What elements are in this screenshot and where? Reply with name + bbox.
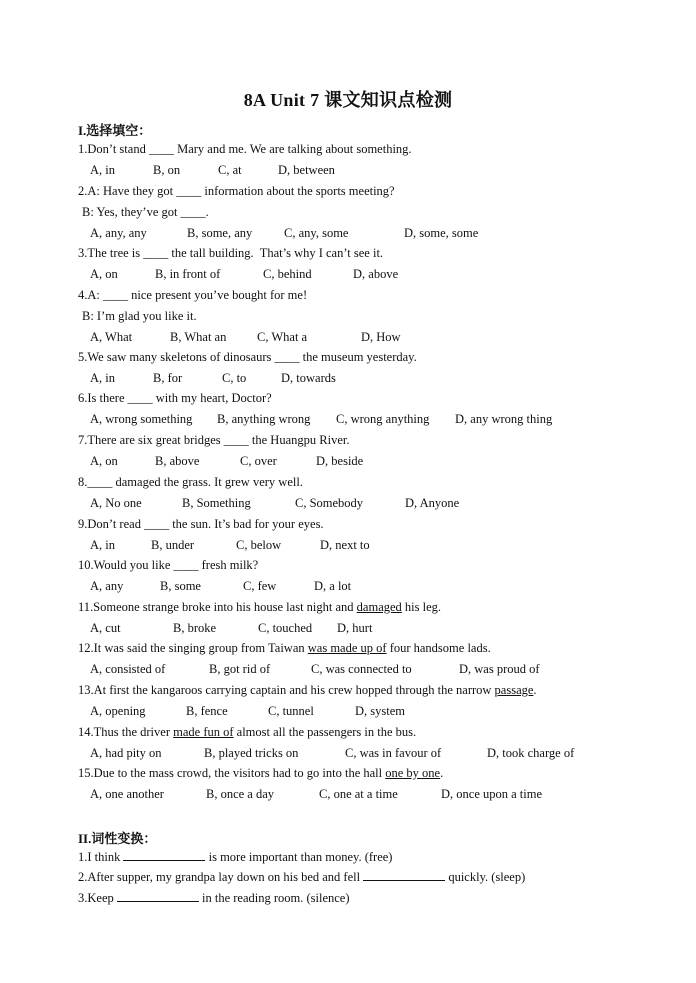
answer-option: B, some, any — [187, 226, 253, 240]
stem-text: 14.Thus the driver — [78, 725, 174, 739]
blank: ____ — [143, 246, 169, 260]
question-stem — [78, 141, 412, 157]
question-stem — [78, 390, 272, 406]
answer-option: D, was proud of — [459, 662, 540, 676]
answer-option: C, was in favour of — [345, 746, 442, 760]
answer-option: C, any, some — [284, 226, 349, 240]
question-stem — [78, 287, 307, 303]
stem-text: 1.I think — [78, 850, 124, 864]
answer-option: C, wrong anything — [336, 412, 430, 426]
stem-text: fresh milk? — [198, 558, 259, 572]
answer-option: C, What a — [257, 330, 308, 344]
answer-option: B, in front of — [155, 267, 221, 281]
answer-option: C, few — [243, 579, 277, 593]
blank: ____ — [103, 288, 128, 302]
answer-option: C, was connected to — [311, 662, 412, 676]
conversion-item — [78, 890, 350, 906]
section-1-heading: I.选择填空： — [78, 123, 152, 138]
answer-option: D, once upon a time — [441, 787, 543, 801]
stem-text: 10.Would you like — [78, 558, 174, 572]
answer-option: B, under — [151, 538, 195, 552]
underlined-phrase: passage — [494, 683, 534, 697]
answer-option: B, some — [160, 579, 201, 593]
stem-text: 7.There are six great bridges — [78, 433, 224, 447]
underlined-phrase: was made up of — [307, 641, 387, 655]
answer-option: B, above — [155, 454, 200, 468]
stem-text: . — [533, 683, 537, 697]
answer-option: D, hurt — [337, 621, 373, 635]
answer-option: D, between — [278, 163, 335, 177]
question-stem — [78, 724, 416, 740]
stem-text: the museum yesterday. — [299, 350, 417, 364]
answer-option: C, one at a time — [319, 787, 398, 801]
question-stem — [78, 516, 324, 532]
answer-option: C, over — [240, 454, 277, 468]
answer-option: A, wrong something — [90, 412, 193, 426]
answer-option: B, for — [153, 371, 183, 385]
dialogue-reply: B: I’m glad you like it. — [82, 309, 197, 323]
stem-text: is more important than money. (free) — [205, 850, 393, 864]
stem-text: four handsome lads. — [386, 641, 491, 655]
stem-text: almost all the passengers in the bus. — [233, 725, 417, 739]
answer-option: B, once a day — [206, 787, 275, 801]
stem-text: 11.Someone strange broke into his house last night and — [78, 600, 357, 614]
conversion-item — [78, 869, 525, 885]
question-stem — [78, 765, 443, 781]
stem-text: 1.Don’t stand — [78, 142, 149, 156]
answer-option: A, What — [90, 330, 133, 344]
answer-option: A, one another — [90, 787, 164, 801]
stem-text: 3.The tree is — [78, 246, 144, 260]
question-stem — [78, 432, 349, 448]
answer-option: A, had pity on — [90, 746, 162, 760]
stem-text: . — [440, 766, 444, 780]
dialogue-reply: B: Yes, they’ve got ____. — [82, 205, 209, 219]
answer-option: D, any wrong thing — [455, 412, 553, 426]
blank: ____ — [223, 433, 249, 447]
answer-blank — [117, 890, 199, 902]
answer-option: B, What an — [170, 330, 227, 344]
stem-text: 6.Is there — [78, 391, 128, 405]
answer-option: A, on — [90, 454, 118, 468]
question-stem — [78, 557, 258, 573]
answer-option: A, any — [90, 579, 124, 593]
blank: ____ — [148, 142, 174, 156]
answer-option: B, played tricks on — [204, 746, 299, 760]
stem-text: information about the sports meeting? — [201, 184, 395, 198]
stem-text: Mary and me. We are talking about something. — [173, 142, 412, 156]
answer-option: D, took charge of — [487, 746, 575, 760]
answer-option: A, opening — [90, 704, 146, 718]
blank: ____ — [173, 558, 199, 572]
stem-text: damaged the grass. It grew very well. — [112, 475, 303, 489]
underlined-phrase: one by one — [385, 766, 441, 780]
answer-option: B, Something — [182, 496, 251, 510]
answer-option: D, system — [355, 704, 405, 718]
stem-text: 4.A: — [78, 288, 103, 302]
stem-text: 15.Due to the mass crowd, the visitors had to go into the hall — [78, 766, 386, 780]
stem-text: 2.A: Have they got — [78, 184, 177, 198]
page-title: 8A Unit 7 课文知识点检测 — [243, 90, 453, 110]
answer-option: A, in — [90, 371, 115, 385]
answer-option: A, in — [90, 538, 115, 552]
answer-option: C, Somebody — [295, 496, 364, 510]
answer-option: D, Anyone — [405, 496, 460, 510]
stem-text: 13.At first the kangaroos carrying captain and his crew hopped through the narrow — [78, 683, 495, 697]
answer-option: D, beside — [316, 454, 364, 468]
stem-text: nice present you’ve bought for me! — [128, 288, 308, 302]
answer-option: D, How — [361, 330, 401, 344]
stem-text: his leg. — [401, 600, 442, 614]
question-stem — [78, 474, 303, 490]
blank: ____ — [176, 184, 202, 198]
answer-option: D, some, some — [404, 226, 479, 240]
answer-option: C, behind — [263, 267, 312, 281]
stem-text: 12.It was said the singing group from Taiwan — [78, 641, 308, 655]
stem-text: quickly. (sleep) — [445, 870, 526, 884]
answer-blank — [363, 869, 445, 881]
answer-option: B, fence — [186, 704, 228, 718]
stem-text: the tall building. That’s why I can’t see it. — [168, 246, 384, 260]
answer-option: A, cut — [90, 621, 121, 635]
answer-option: D, a lot — [314, 579, 352, 593]
answer-option: B, broke — [173, 621, 217, 635]
blank: ____ — [87, 475, 113, 489]
answer-option: A, any, any — [90, 226, 147, 240]
stem-text: 8. — [78, 475, 88, 489]
answer-option: D, above — [353, 267, 399, 281]
question-stem — [78, 599, 441, 615]
answer-option: D, next to — [320, 538, 370, 552]
underlined-phrase: made fun of — [173, 725, 234, 739]
underlined-phrase: damaged — [356, 600, 402, 614]
question-stem — [78, 349, 417, 365]
stem-text: 5.We saw many skeletons of dinosaurs — [78, 350, 275, 364]
stem-text: 3.Keep — [78, 891, 117, 905]
answer-option: A, consisted of — [90, 662, 166, 676]
answer-option: C, tunnel — [268, 704, 314, 718]
stem-text: the sun. It’s bad for your eyes. — [169, 517, 324, 531]
stem-text: 2.After supper, my grandpa lay down on his bed and fell — [78, 870, 364, 884]
stem-text: with my heart, Doctor? — [152, 391, 272, 405]
answer-blank — [123, 849, 205, 861]
answer-option: B, got rid of — [209, 662, 271, 676]
answer-option: B, anything wrong — [217, 412, 311, 426]
stem-text: the Huangpu River. — [248, 433, 350, 447]
conversion-item — [78, 849, 392, 865]
answer-option: C, to — [222, 371, 247, 385]
blank: ____ — [274, 350, 300, 364]
answer-option: A, in — [90, 163, 115, 177]
answer-option: C, below — [236, 538, 282, 552]
answer-option: C, touched — [258, 621, 313, 635]
question-stem — [78, 183, 395, 199]
answer-option: B, on — [153, 163, 181, 177]
blank: ____ — [127, 391, 153, 405]
answer-option: A, on — [90, 267, 118, 281]
stem-text: 9.Don’t read — [78, 517, 145, 531]
answer-option: A, No one — [90, 496, 142, 510]
question-stem — [78, 640, 491, 656]
answer-option: D, towards — [281, 371, 336, 385]
question-stem — [78, 682, 537, 698]
question-stem — [78, 245, 383, 261]
stem-text: in the reading room. (silence) — [198, 891, 350, 905]
answer-option: C, at — [218, 163, 242, 177]
blank: ____ — [144, 517, 170, 531]
section-2-heading: II.词性变换： — [78, 831, 157, 846]
